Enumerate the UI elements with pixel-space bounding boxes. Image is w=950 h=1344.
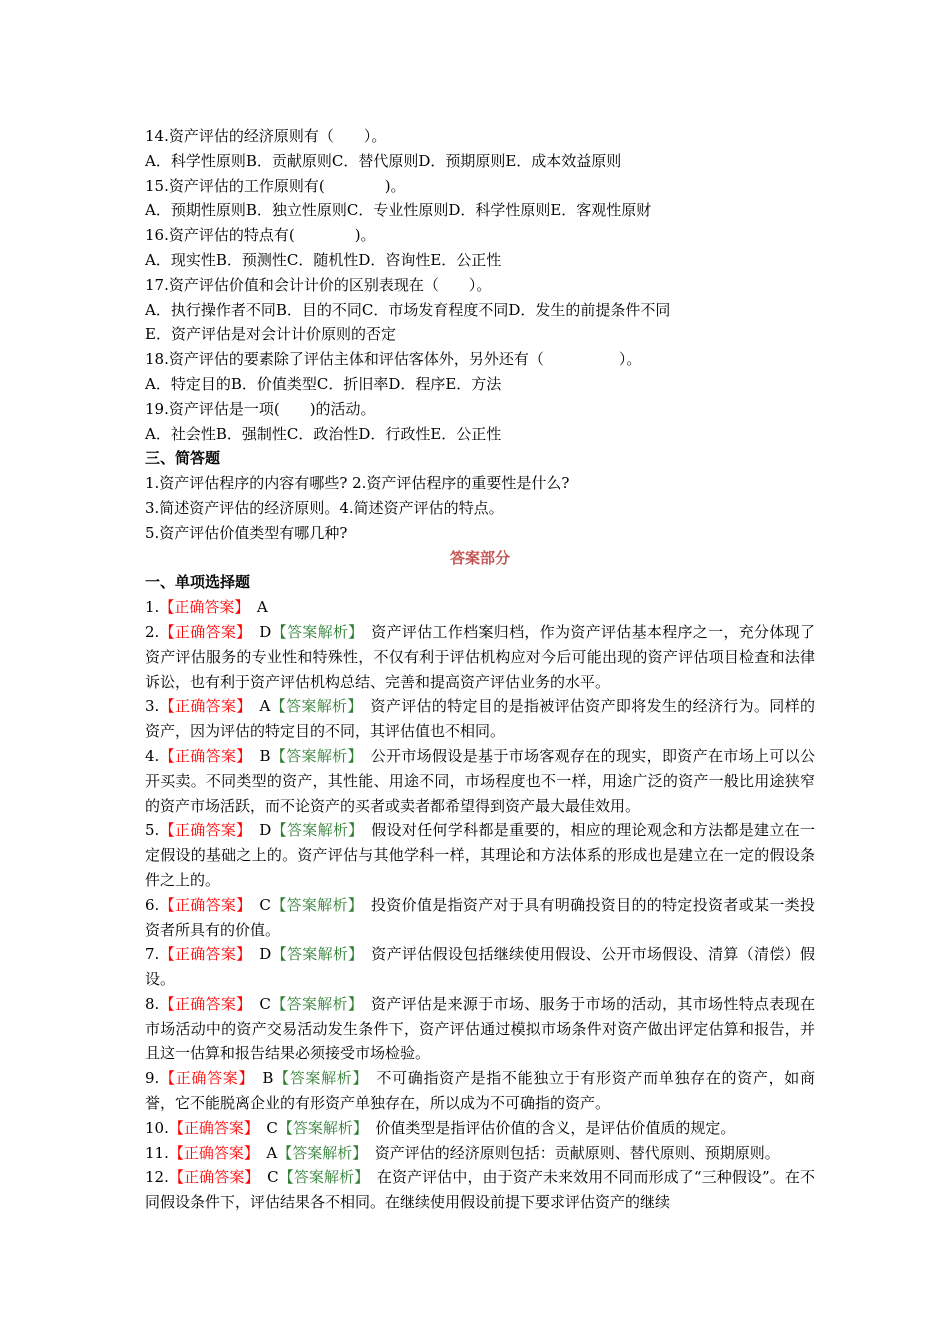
- answer-choice: A: [251, 1143, 278, 1162]
- correct-answer-label: 【正确答案】: [159, 945, 244, 964]
- answer-choice: D: [243, 945, 272, 964]
- question-stem: 15.资产评估的工作原则有( )。: [145, 176, 406, 195]
- answer-number: 9.: [145, 1069, 160, 1088]
- correct-answer-label: 【正确答案】: [168, 1168, 253, 1187]
- correct-answer-label: 【正确答案】: [159, 598, 242, 617]
- answer-choice: B: [244, 746, 271, 765]
- answer-analysis-label: 【答案解析】: [270, 895, 356, 914]
- question-options: A．特定目的B．价值类型C．折旧率D．程序E．方法: [145, 374, 502, 393]
- answer-analysis-label: 【答案解析】: [270, 746, 356, 765]
- answer-choice: C: [251, 1118, 278, 1137]
- document-page: [145, 124, 815, 1215]
- correct-answer-label: 【正确答案】: [168, 1118, 252, 1137]
- short-answer-line: 3.简述资产评估的经济原则。4.简述资产评估的特点。: [145, 498, 504, 517]
- answer-analysis-label: 【答案解析】: [278, 1168, 362, 1187]
- answer-list: [145, 595, 815, 1215]
- correct-answer-label: 【正确答案】: [159, 994, 245, 1013]
- answer-analysis-text: 在资产评估中，由于资产未来效用不同而形成了“三种假设”。在不同假设条件下，评估结果各不相同。在继续使用假设前提下要求评估资产的继续: [145, 1168, 815, 1212]
- answer-analysis-label: 【答案解析】: [271, 821, 356, 840]
- answer-analysis-text: 价值类型是指评估价值的含义，是评估价值质的规定。: [360, 1118, 736, 1137]
- answer-item: [145, 893, 815, 943]
- question-options: E．资产评估是对会计计价原则的否定: [145, 325, 396, 344]
- correct-answer-label: 【正确答案】: [159, 697, 245, 716]
- answer-choice: D: [243, 821, 272, 840]
- answer-number: 7.: [145, 945, 160, 964]
- answer-number: 11.: [145, 1143, 169, 1162]
- question-stem: 14.资产评估的经济原则有（ ）。: [145, 127, 387, 145]
- answer-number: 4.: [145, 746, 160, 765]
- answer-analysis-text: 资产评估的特定目的是指被评估资产即将发生的经济行为。同样的资产，因为评估的特定目的不同，其评估值也不相同。: [145, 697, 815, 741]
- answer-number: 6.: [145, 895, 160, 914]
- answer-number: 2.: [145, 622, 160, 641]
- answer-analysis-text: 资产评估是来源于市场、服务于市场的活动，其市场性特点表现在市场活动中的资产交易活动发生条件下，资产评估通过模拟市场条件对资产做出评定估算和报告，并且这一估算和报告结果必须接受市场检验。: [145, 994, 815, 1063]
- question-stem: 18.资产评估的要素除了评估主体和评估客体外，另外还有（ ）。: [145, 350, 642, 369]
- short-answer-heading: 三、简答题: [145, 449, 221, 468]
- answer-number: 10.: [145, 1118, 169, 1137]
- answer-number: 3.: [145, 697, 160, 716]
- correct-answer-label: 【正确答案】: [168, 1143, 252, 1162]
- short-answer-line: 5.资产评估价值类型有哪几种?: [145, 523, 348, 542]
- question-stem: 17.资产评估价值和会计计价的区别表现在（ ）。: [145, 275, 492, 294]
- answer-number: 8.: [145, 994, 160, 1013]
- answer-analysis-text: 假设对任何学科都是重要的，相应的理论观念和方法都是建立在一定假设的基础之上的。资产评估与其他学科一样，其理论和方法体系的形成也是建立在一定的假设条件之上的。: [145, 821, 815, 889]
- answer-number: 12.: [145, 1168, 169, 1187]
- answers-title: 答案部分: [449, 548, 510, 567]
- question-options: A．社会性B．强制性C．政治性D．行政性E．公正性: [145, 424, 502, 443]
- answer-number: 1.: [145, 598, 160, 617]
- answer-analysis-label: 【答案解析】: [270, 994, 356, 1013]
- answer-analysis-label: 【答案解析】: [273, 1069, 361, 1088]
- answer-analysis-text: 不可确指资产是指不能独立于有形资产而单独存在的资产，如商誉，它不能脱离企业的有形资产单独存在，所以成为不可确指的资产。: [145, 1069, 815, 1113]
- answer-choice: A: [244, 697, 271, 716]
- correct-answer-label: 【正确答案】: [159, 895, 245, 914]
- answer-analysis-text: 公开市场假设是基于市场客观存在的现实，即资产在市场上可以公开买卖。不同类型的资产，其性能、用途不同，市场程度也不一样，用途广泛的资产一般比用途狭窄的资产市场活跃，而不论资产的买者或卖者都希望得到资产最大最佳效用。: [145, 746, 815, 815]
- answer-choice: C: [252, 1168, 279, 1187]
- answer-choice: A: [241, 598, 268, 617]
- answer-item: [145, 1165, 815, 1215]
- answer-item: [145, 1066, 815, 1116]
- answer-item: [145, 595, 815, 620]
- answer-number: 5.: [145, 821, 160, 840]
- question-stem: 16.资产评估的特点有( )。: [145, 226, 376, 245]
- answer-item: [145, 694, 815, 744]
- question-options: A．现实性B．预测性C．随机性D．咨询性E．公正性: [145, 250, 502, 269]
- question-options: A．预期性原则B．独立性原则C．专业性原则D．科学性原则E．客观性原财: [145, 201, 652, 220]
- multiple-choice-questions: [145, 124, 815, 446]
- answer-item: [145, 942, 815, 992]
- answer-analysis-text: 投资价值是指资产对于具有明确投资目的的特定投资者或某一类投资者所具有的价值。: [145, 895, 815, 939]
- answer-analysis-text: 资产评估工作档案归档，作为资产评估基本程序之一，充分体现了资产评估服务的专业性和特殊性，不仅有利于评估机构应对今后可能出现的资产评估项目检查和法律诉讼，也有利于资产评估机构总结、完善和提高资产评估业务的水平。: [145, 622, 815, 691]
- short-answer-line: 1.资产评估程序的内容有哪些? 2.资产评估程序的重要性是什么?: [145, 474, 570, 493]
- answer-analysis-text: 资产评估的经济原则包括：贡献原则、替代原则、预期原则。: [359, 1143, 780, 1162]
- answer-item: [145, 1141, 815, 1166]
- answer-analysis-label: 【答案解析】: [270, 697, 356, 716]
- answer-analysis-label: 【答案解析】: [277, 1118, 361, 1137]
- question-options: A．科学性原则B．贡献原则C．替代原则D．预期原则E．成本效益原则: [145, 151, 622, 170]
- answer-item: [145, 1116, 815, 1141]
- answer-choice: D: [243, 622, 272, 641]
- answer-item: [145, 992, 815, 1066]
- answer-item: [145, 620, 815, 694]
- answer-analysis-label: 【答案解析】: [277, 1143, 360, 1162]
- question-options: A．执行操作者不同B．目的不同C．市场发育程度不同D．发生的前提条件不同: [145, 300, 671, 319]
- answers-section-heading: 一、单项选择题: [145, 573, 251, 592]
- answer-analysis-text: 资产评估假设包括继续使用假设、公开市场假设、清算（清偿）假设。: [145, 945, 815, 989]
- answer-item: [145, 744, 815, 818]
- answer-item: [145, 818, 815, 892]
- answer-analysis-label: 【答案解析】: [271, 622, 356, 641]
- answer-choice: B: [246, 1069, 274, 1088]
- answer-analysis-label: 【答案解析】: [271, 945, 356, 964]
- correct-answer-label: 【正确答案】: [159, 622, 244, 641]
- answer-choice: C: [244, 895, 271, 914]
- question-stem: 19.资产评估是一项( )的活动。: [145, 399, 376, 418]
- correct-answer-label: 【正确答案】: [159, 746, 245, 765]
- answer-choice: C: [244, 994, 271, 1013]
- correct-answer-label: 【正确答案】: [159, 821, 244, 840]
- correct-answer-label: 【正确答案】: [159, 1069, 247, 1088]
